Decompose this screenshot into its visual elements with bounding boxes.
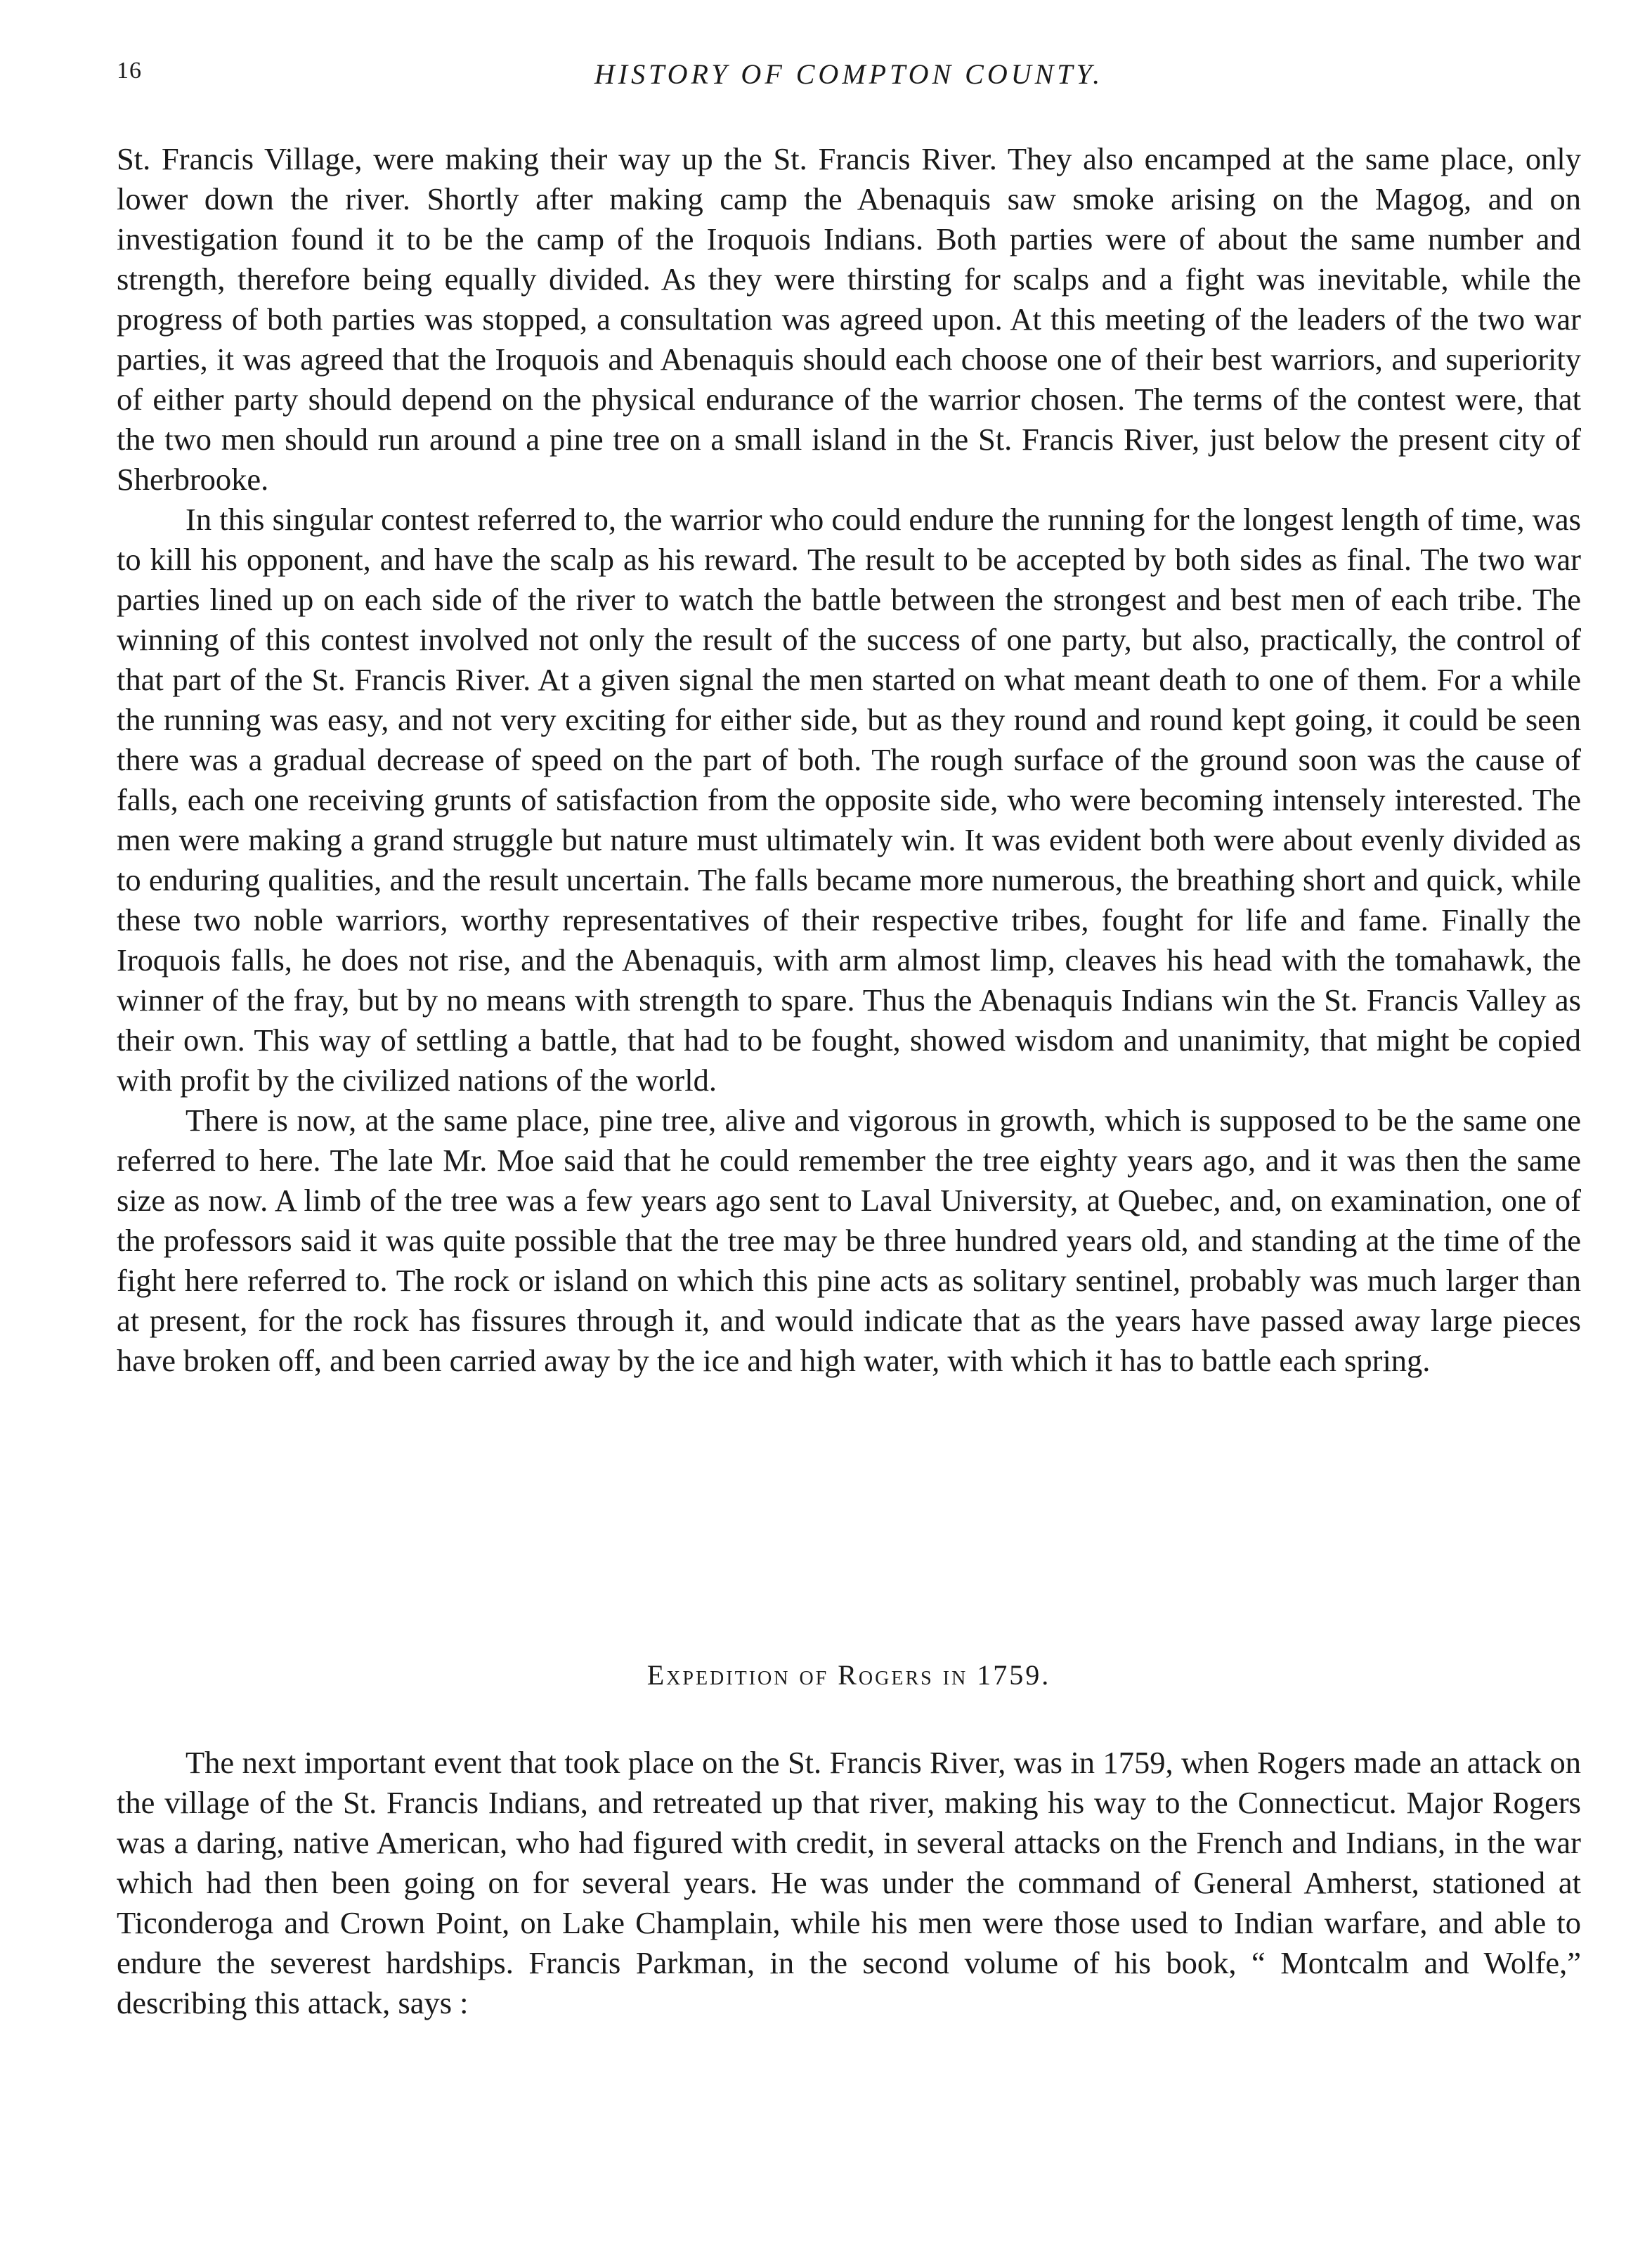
section-text [117, 1743, 1581, 2023]
paragraph: In this singular contest referred to, the warrior who could endure the running for the longest length of time, was to kill his opponent, and have the scalp as his reward. The result to be accepted by both sides as final. The two war parties lined up on each side of the river to watch the battle between the strongest and best men of each tribe. The winning of this contest involved not only the result of the success of one party, but also, practically, the control of that part of the St. Francis River. At a given signal the men started on what meant death to one of them. For a while the running was easy, and not very exciting for either side, but as they round and round kept going, it could be seen there was a gradual decrease of speed on the part of both. The rough surface of the ground soon was the cause of falls, each one receiving grunts of satisfaction from the opposite side, who were becoming intensely interested. The men were making a grand struggle but nature must ultimately win. It was evident both were about evenly divided as to enduring qualities, and the result uncertain. The falls became more numerous, the breathing short and quick, while these two noble warriors, worthy representatives of their respective tribes, fought for life and fame. Finally the Iroquois falls, he does not rise, and the Abenaquis, with arm almost limp, cleaves his head with the tomahawk, the winner of the fray, but by no means with strength to spare. Thus the Abenaquis Indians win the St. Francis Valley as their own. This way of settling a battle, that had to be fought, showed wisdom and unanimity, that might be copied with profit by the civilized nations of the world. [117, 502, 1581, 1098]
paragraph: There is now, at the same place, pine tree, alive and vigorous in growth, which is supposed to be the same one referred to here. The late Mr. Moe said that he could remember the tree eighty years ago, and it was then the same size as now. A limb of the tree was a few years ago sent to Laval University, at Quebec, and, on examination, one of the professors said it was quite possible that the tree may be three hundred years old, and standing at the time of the fight here referred to. The rock or island on which this pine acts as solitary sentinel, probably was much larger than at present, for the rock has fissures through it, and would indicate that as the years have passed away large pieces have broken off, and been carried away by the ice and high water, with which it has to battle each spring. [117, 1103, 1581, 1378]
section-heading: Expedition of Rogers in 1759. [646, 1659, 1051, 1691]
body-text [117, 139, 1581, 1381]
paragraph: The next important event that took place on the St. Francis River, was in 1759, when Rogers made an attack on the village of the St. Francis Indians, and retreated up that river, making his way to the Connecticut. Major Rogers was a daring, native American, who had figured with credit, in several attacks on the French and Indians, in the war which had then been going on for several years. He was under the command of General Amherst, stationed at Ticonderoga and Crown Point, on Lake Champlain, while his men were those used to Indian warfare, and able to endure the severest hardships. Francis Parkman, in the second volume of his book, “ Montcalm and Wolfe,” describing this attack, says : [117, 1745, 1581, 2020]
running-title: HISTORY OF COMPTON COUNTY. [594, 58, 1104, 90]
page-number: 16 [117, 58, 142, 84]
paragraph-continued: St. Francis Village, were making their way up the St. Francis River. They also encamped at the same place, only lower down the river. Shortly after making camp the Abenaquis saw smoke arising on the Magog, and on investigation found it to be the camp of the Iroquois Indians. Both parties were of about the same number and strength, therefore being equally divided. As they were thirsting for scalps and a fight was inevitable, while the progress of both parties was stopped, a consultation was agreed upon. At this meeting of the leaders of the two war parties, it was agreed that the Iroquois and Abenaquis should each choose one of their best warriors, and superiority of either party should depend on the physical endurance of the warrior chosen. The terms of the contest were, that the two men should run around a pine tree on a small island in the St. Francis River, just below the present city of Sherbrooke. [117, 141, 1581, 497]
running-head [117, 58, 1581, 100]
